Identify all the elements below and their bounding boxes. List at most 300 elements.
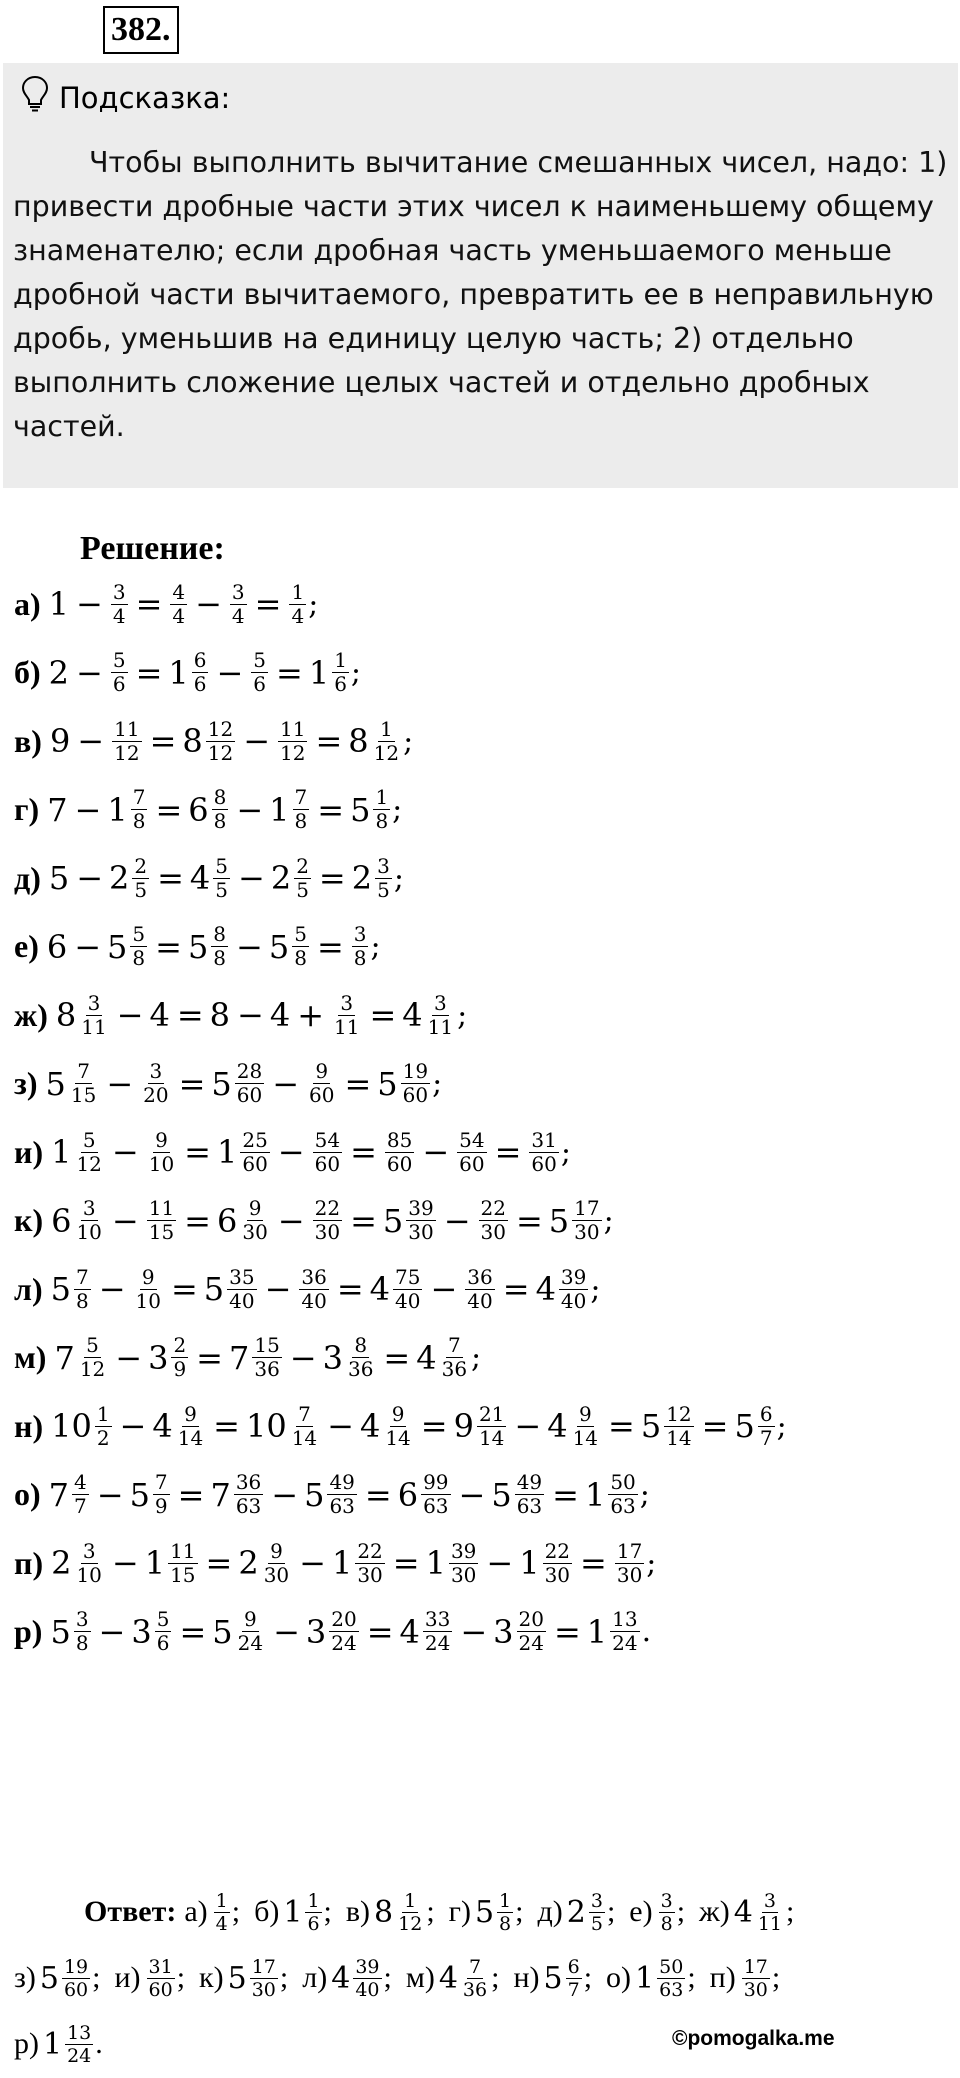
denominator: 15 <box>170 1562 196 1587</box>
item-label: в) <box>14 722 42 759</box>
operator: = <box>317 790 345 829</box>
whole-part: 4 <box>402 996 423 1034</box>
numerator: 36 <box>301 1264 327 1289</box>
fraction <box>176 1403 205 1450</box>
numerator: 20 <box>331 1607 357 1631</box>
denominator: 24 <box>612 1631 638 1655</box>
operator: = <box>177 1475 205 1514</box>
whole-part: 5 <box>50 1612 71 1651</box>
denominator: 60 <box>148 1978 173 2001</box>
numerator: 11 <box>148 1196 175 1220</box>
punctuation: ; <box>92 1961 101 1994</box>
numerator: 2 <box>296 853 309 878</box>
equation-line <box>14 639 361 707</box>
denominator: 63 <box>329 1494 355 1518</box>
punctuation: ; <box>471 1340 482 1375</box>
whole-part: 7 <box>48 1475 70 1514</box>
denominator: 8 <box>294 946 307 970</box>
whole-part: 5 <box>382 1201 404 1240</box>
numerator: 36 <box>467 1264 493 1289</box>
denominator: 30 <box>251 1978 276 2001</box>
fraction <box>566 1956 582 2001</box>
fraction <box>227 1266 256 1313</box>
numerator: 1 <box>96 1401 110 1426</box>
punctuation: ; <box>279 1961 289 1994</box>
numerator: 33 <box>424 1607 451 1631</box>
whole-part: 5 <box>640 1407 662 1445</box>
whole-part: 4 <box>547 1407 568 1445</box>
whole-part: 1 <box>519 1544 540 1582</box>
denominator: 12 <box>373 740 400 765</box>
denominator: 4 <box>112 603 126 628</box>
fraction <box>375 855 392 902</box>
answer-row <box>14 1944 794 2012</box>
whole-part: 2 <box>566 1894 586 1930</box>
lightbulb-icon <box>21 75 49 120</box>
denominator: 30 <box>574 1220 600 1244</box>
operator: = <box>580 1544 607 1582</box>
fraction <box>240 1197 269 1244</box>
operator: = <box>157 859 184 897</box>
fraction <box>147 1197 176 1244</box>
whole-part: 2 <box>109 859 130 897</box>
numerator: 7 <box>77 1059 90 1083</box>
fraction <box>293 786 310 833</box>
numerator: 2 <box>134 853 148 878</box>
numerator: 31 <box>148 1955 173 1978</box>
numerator: 85 <box>386 1127 413 1152</box>
operator: = <box>369 996 397 1034</box>
answer-label: н) <box>513 1961 540 1994</box>
item-label: ж) <box>14 996 48 1033</box>
denominator: 8 <box>75 1288 89 1313</box>
whole-part: 4 <box>399 1612 420 1651</box>
equation-line <box>14 1461 650 1529</box>
punctuation: ; <box>383 1961 392 1994</box>
operator: − <box>236 790 264 829</box>
denominator: 24 <box>518 1631 544 1655</box>
answer-label: б) <box>254 1895 280 1928</box>
numerator: 1 <box>379 716 393 741</box>
fraction <box>278 718 307 765</box>
numerator: 39 <box>408 1196 434 1220</box>
operator: = <box>155 927 182 966</box>
item-label: р) <box>14 1613 43 1649</box>
fraction <box>608 1471 637 1518</box>
number: 8 <box>209 996 231 1034</box>
fraction <box>396 1890 424 1935</box>
denominator: 63 <box>423 1494 449 1518</box>
operator: − <box>430 1270 458 1308</box>
numerator: 11 <box>114 716 140 741</box>
operator: = <box>494 1133 522 1171</box>
fraction <box>230 581 247 628</box>
answer-label: о) <box>606 1961 632 1994</box>
fraction <box>171 1334 188 1381</box>
operator: − <box>106 1064 134 1103</box>
whole-part: 4 <box>733 1894 753 1930</box>
denominator: 30 <box>408 1220 434 1244</box>
operator: − <box>299 1544 326 1582</box>
numerator: 17 <box>251 1955 276 1978</box>
operator: = <box>350 1201 377 1240</box>
fraction <box>74 1129 103 1176</box>
numerator: 9 <box>315 1059 329 1083</box>
operator: − <box>74 927 102 966</box>
item-label: н) <box>14 1407 44 1444</box>
operator: = <box>318 859 346 897</box>
punctuation: ; <box>393 860 404 896</box>
answer-label: а) <box>184 1895 208 1928</box>
fraction <box>742 1956 770 2001</box>
numerator: 9 <box>243 1607 257 1631</box>
item-label: о) <box>14 1476 41 1512</box>
numerator: 4 <box>172 579 186 604</box>
punctuation: ; <box>350 655 362 690</box>
numerator: 39 <box>450 1538 477 1563</box>
punctuation: ; <box>646 1545 657 1581</box>
whole-part: 5 <box>227 1960 247 1996</box>
denominator: 5 <box>296 877 309 902</box>
denominator: 5 <box>134 877 148 902</box>
denominator: 30 <box>450 1562 477 1587</box>
fraction <box>155 1608 172 1655</box>
denominator: 20 <box>143 1083 169 1107</box>
fraction <box>170 581 187 628</box>
operator: = <box>553 1612 581 1651</box>
operator: − <box>111 1544 139 1582</box>
fraction <box>132 855 149 902</box>
whole-part: 7 <box>228 1338 250 1377</box>
denominator: 6 <box>193 672 207 696</box>
answer-title: Ответ: <box>84 1895 177 1928</box>
answer-label: л) <box>302 1961 328 1994</box>
fraction <box>134 1266 163 1313</box>
numerator: 3 <box>377 853 390 878</box>
numerator: 3 <box>763 1889 776 1912</box>
answer-label: д) <box>537 1895 563 1928</box>
denominator: 8 <box>294 809 308 833</box>
answer-item <box>710 1956 781 2001</box>
numerator: 50 <box>610 1470 636 1494</box>
fraction <box>112 718 141 765</box>
whole-part: 1 <box>331 1544 353 1582</box>
fraction <box>440 1334 469 1381</box>
fraction <box>262 1540 291 1587</box>
equation-line <box>14 707 413 775</box>
whole-part: 8 <box>374 1894 394 1930</box>
punctuation: ; <box>308 586 319 622</box>
denominator: 60 <box>236 1083 263 1107</box>
answer-label: г) <box>448 1895 471 1928</box>
operator: = <box>149 722 177 760</box>
operator: = <box>184 1201 211 1240</box>
answer-item <box>184 1890 240 1935</box>
fraction <box>95 1403 112 1450</box>
denominator: 60 <box>63 1978 89 2001</box>
operator: − <box>76 585 103 623</box>
numerator: 7 <box>298 1401 311 1426</box>
denominator: 8 <box>375 809 389 833</box>
numerator: 50 <box>659 1955 684 1978</box>
numerator: 7 <box>468 1955 482 1978</box>
denominator: 30 <box>242 1220 268 1244</box>
numerator: 3 <box>340 990 354 1015</box>
equation-line <box>14 1598 651 1666</box>
operator: = <box>502 1270 530 1308</box>
operator: = <box>701 1407 729 1445</box>
punctuation: ; <box>403 723 414 759</box>
answer-label: з) <box>14 1961 36 1994</box>
operator: = <box>366 1612 394 1651</box>
answer-label: р) <box>14 2027 39 2060</box>
punctuation: ; <box>426 1895 435 1928</box>
fraction <box>251 649 268 696</box>
numerator: 13 <box>67 2021 92 2044</box>
denominator: 24 <box>237 1631 264 1655</box>
operator: = <box>176 996 204 1034</box>
whole-part: 2 <box>270 859 292 897</box>
whole-part: 7 <box>210 1475 231 1514</box>
fraction <box>313 1197 342 1244</box>
denominator: 14 <box>385 1425 411 1450</box>
denominator: 60 <box>531 1151 557 1176</box>
denominator: 36 <box>462 1978 488 2001</box>
denominator: 11 <box>757 1912 783 1935</box>
fraction <box>234 1471 263 1518</box>
denominator: 63 <box>610 1494 636 1518</box>
denominator: 4 <box>231 603 245 628</box>
operator: = <box>276 653 303 692</box>
whole-part: 5 <box>212 1612 233 1651</box>
denominator: 30 <box>616 1562 643 1587</box>
fraction <box>168 1540 197 1587</box>
punctuation: ; <box>606 1895 616 1928</box>
fraction <box>421 1471 450 1518</box>
number: 6 <box>46 927 68 966</box>
operator: − <box>272 1064 300 1103</box>
whole-part: 3 <box>148 1338 169 1377</box>
numerator: 12 <box>207 716 234 741</box>
numerator: 75 <box>395 1264 421 1289</box>
punctuation: ; <box>676 1895 686 1928</box>
number: 7 <box>47 790 68 829</box>
whole-part: 1 <box>144 1544 166 1582</box>
whole-part: 1 <box>308 653 330 692</box>
fraction <box>307 1060 336 1107</box>
numerator: 22 <box>480 1196 506 1220</box>
numerator: 17 <box>616 1538 643 1563</box>
denominator: 12 <box>280 740 306 765</box>
number: 5 <box>48 859 70 897</box>
whole-part: 1 <box>586 1612 608 1651</box>
fraction <box>240 1129 269 1176</box>
numerator: 5 <box>82 1127 96 1152</box>
whole-part: 5 <box>491 1475 512 1514</box>
item-label: е) <box>14 928 39 964</box>
numerator: 3 <box>149 1059 163 1083</box>
answer-item <box>699 1890 794 1935</box>
fraction <box>373 786 390 833</box>
numerator: 1 <box>307 1889 320 1912</box>
whole-part: 8 <box>182 722 203 760</box>
numerator: 7 <box>154 1470 168 1494</box>
denominator: 4 <box>172 603 186 628</box>
numerator: 9 <box>391 1401 405 1426</box>
whole-part: 5 <box>211 1064 232 1103</box>
fraction <box>192 649 209 696</box>
denominator: 14 <box>177 1425 204 1450</box>
fraction <box>465 1266 494 1313</box>
fraction <box>353 1956 381 2001</box>
fraction <box>153 1471 170 1518</box>
whole-part: 3 <box>322 1338 343 1377</box>
answer-item <box>629 1890 685 1935</box>
denominator: 11 <box>81 1014 107 1039</box>
operator: − <box>273 1612 300 1651</box>
fraction <box>111 581 128 628</box>
answer-item <box>14 1956 100 2001</box>
whole-part: 5 <box>734 1407 755 1445</box>
punctuation: ; <box>370 929 381 964</box>
numerator: 39 <box>355 1955 380 1978</box>
numerator: 49 <box>329 1470 355 1494</box>
number: 1 <box>48 585 70 623</box>
fraction <box>406 1197 435 1244</box>
punctuation: ; <box>231 1895 241 1928</box>
whole-part: 3 <box>131 1612 152 1651</box>
solution-title: Решение: <box>80 530 225 567</box>
answer-item <box>606 1956 696 2001</box>
whole-part: 4 <box>189 859 211 897</box>
fraction <box>235 1060 264 1107</box>
denominator: 7 <box>759 1425 773 1450</box>
fraction <box>212 786 229 833</box>
operator: − <box>77 722 105 760</box>
operator: = <box>364 1475 392 1514</box>
punctuation: ; <box>603 1203 614 1238</box>
numerator: 21 <box>478 1401 505 1426</box>
denominator: 8 <box>499 1912 512 1935</box>
operator: − <box>76 653 103 692</box>
whole-part: 5 <box>39 1960 59 1996</box>
denominator: 7 <box>567 1978 580 2001</box>
operator: − <box>514 1407 542 1445</box>
fraction <box>355 1540 384 1587</box>
fraction <box>236 1608 265 1655</box>
operator: = <box>420 1407 448 1445</box>
punctuation: ; <box>771 1961 781 1994</box>
equation-line <box>14 913 381 981</box>
fraction <box>74 1197 103 1244</box>
denominator: 30 <box>743 1978 768 2001</box>
fraction <box>305 1890 321 1935</box>
operator: = <box>196 1338 223 1377</box>
fraction <box>214 1890 230 1935</box>
number: 4 <box>269 996 291 1034</box>
numerator: 19 <box>402 1059 429 1083</box>
whole-part: 8 <box>348 722 369 760</box>
denominator: 6 <box>156 1631 170 1655</box>
numerator: 3 <box>590 1889 603 1912</box>
equation-line <box>14 776 402 844</box>
denominator: 60 <box>242 1151 268 1176</box>
denominator: 40 <box>355 1978 380 2001</box>
numerator: 8 <box>213 922 227 946</box>
answer-item <box>406 1956 500 2001</box>
operator: = <box>184 1133 211 1171</box>
numerator: 22 <box>357 1538 383 1563</box>
whole-part: 5 <box>187 927 209 966</box>
numerator: 22 <box>314 1196 341 1220</box>
equation-line <box>14 1529 656 1597</box>
denominator: 36 <box>441 1357 468 1381</box>
numerator: 7 <box>132 785 146 809</box>
punctuation: ; <box>786 1895 795 1928</box>
denominator: 30 <box>544 1562 571 1587</box>
fraction <box>65 2022 93 2067</box>
fraction <box>659 1890 675 1935</box>
fraction <box>147 1956 175 2001</box>
denominator: 60 <box>314 1151 341 1176</box>
item-label: п) <box>14 1544 44 1581</box>
operator: = <box>135 585 163 623</box>
item-label: а) <box>14 585 41 622</box>
numerator: 3 <box>433 990 447 1015</box>
numerator: 9 <box>184 1401 197 1426</box>
numerator: 9 <box>141 1264 155 1289</box>
denominator: 8 <box>132 809 146 833</box>
numerator: 12 <box>666 1401 692 1426</box>
denominator: 60 <box>386 1151 413 1176</box>
whole-part: 4 <box>152 1407 173 1445</box>
denominator: 10 <box>135 1288 161 1313</box>
punctuation: ; <box>491 1961 500 1994</box>
answer-item <box>14 2022 103 2067</box>
whole-part: 8 <box>55 996 77 1034</box>
operator: = <box>552 1475 579 1514</box>
fraction <box>141 1060 170 1107</box>
whole-part: 5 <box>543 1960 563 1996</box>
whole-part: 5 <box>377 1064 398 1103</box>
numerator: 20 <box>518 1607 544 1631</box>
operator: − <box>111 1133 139 1171</box>
numerator: 3 <box>87 990 101 1015</box>
whole-part: 1 <box>107 790 128 829</box>
whole-part: 1 <box>635 1960 655 1996</box>
fraction <box>477 1403 506 1450</box>
denominator: 30 <box>357 1562 383 1587</box>
answer-item <box>513 1956 592 2001</box>
fraction <box>62 1956 90 2001</box>
punctuation: ; <box>176 1961 186 1994</box>
numerator: 15 <box>254 1333 280 1357</box>
denominator: 8 <box>213 809 227 833</box>
numerator: 6 <box>193 648 207 672</box>
number: 4 <box>149 996 170 1034</box>
operator: − <box>443 1201 471 1240</box>
fraction <box>657 1956 685 2001</box>
whole-part: 1 <box>283 1894 303 1930</box>
numerator: 3 <box>660 1889 673 1912</box>
numerator: 3 <box>82 1538 96 1563</box>
denominator: 36 <box>347 1357 374 1381</box>
fraction <box>543 1540 572 1587</box>
denominator: 14 <box>572 1425 599 1450</box>
fraction <box>69 1060 98 1107</box>
operator: = <box>350 1133 377 1171</box>
whole-part: 5 <box>45 1064 66 1103</box>
